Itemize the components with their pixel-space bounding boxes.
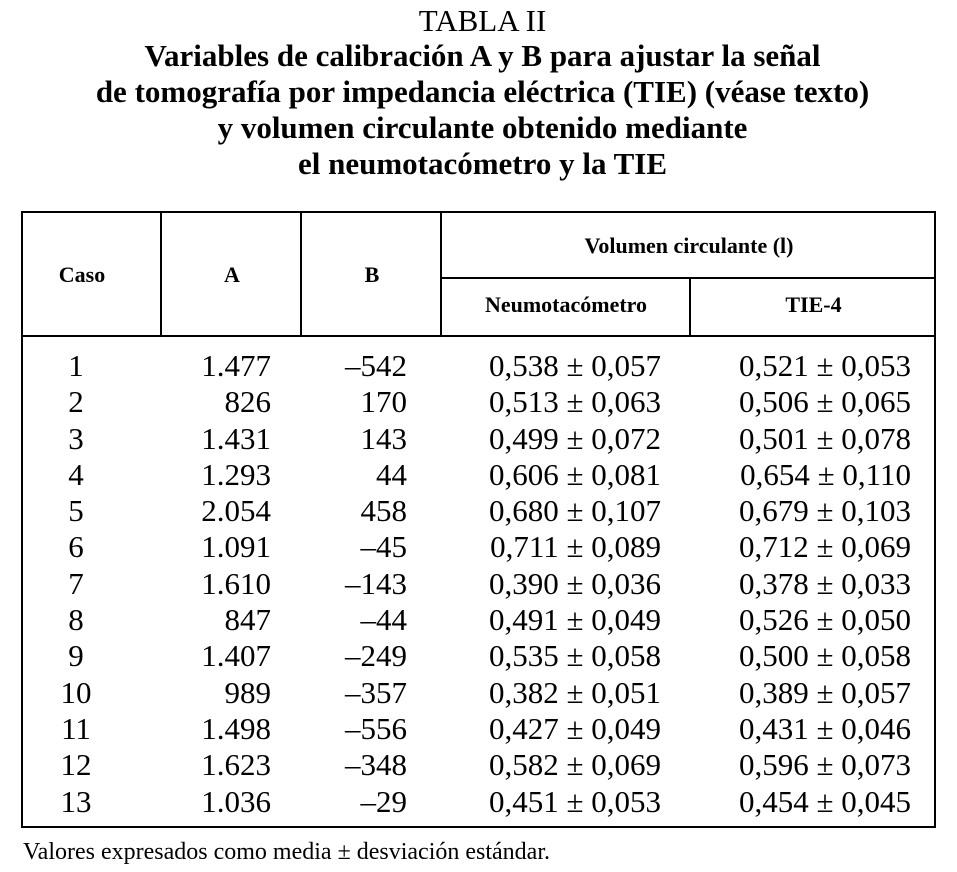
header-tie4: TIE-4 [785,292,842,317]
cell-caso: 12 [60,747,92,783]
cell-tie4: 0,521 ± 0,053 [738,348,911,383]
header-a: A [224,262,240,287]
table-row [21,784,936,820]
cell-caso: 5 [68,493,84,529]
cell-b: –45 [360,529,407,565]
cell-a: 989 [224,674,271,710]
cell-b: –357 [345,674,407,710]
cell-caso: 10 [60,674,92,710]
cell-tie4: 0,596 ± 0,073 [738,747,911,783]
table-title-block [0,4,957,182]
cell-a: 1.407 [201,638,271,674]
cell-a: 826 [224,384,271,420]
cell-tie4: 0,431 ± 0,046 [738,710,911,746]
cell-tie4: 0,389 ± 0,057 [738,674,911,710]
cell-b: 458 [360,493,407,529]
cell-a: 1.477 [201,348,271,383]
table-row [21,493,936,529]
table-number-label: TABLA II [418,3,547,38]
cell-a: 1.293 [201,456,271,492]
cell-caso: 8 [68,602,84,638]
table-caption-line: y volumen circulante obtenido mediante [217,110,748,145]
cell-caso: 1 [68,348,84,383]
cell-neumotacometro: 0,535 ± 0,058 [488,638,661,674]
cell-tie4: 0,454 ± 0,045 [738,783,911,819]
cell-tie4: 0,506 ± 0,065 [738,384,911,420]
cell-a: 847 [224,602,271,638]
cell-neumotacometro: 0,582 ± 0,069 [488,747,661,783]
header-neumotacometro: Neumotacómetro [484,292,648,317]
cell-caso: 6 [68,529,84,565]
table-row [21,348,936,384]
cell-neumotacometro: 0,499 ± 0,072 [488,420,661,456]
cell-tie4: 0,526 ± 0,050 [738,602,911,638]
table-row [21,638,936,674]
cell-b: 44 [376,456,407,492]
cell-neumotacometro: 0,382 ± 0,051 [488,674,661,710]
table-row [21,747,936,783]
cell-neumotacometro: 0,711 ± 0,089 [490,529,661,565]
cell-b: –542 [345,348,407,383]
cell-tie4: 0,500 ± 0,058 [738,638,911,674]
cell-b: –249 [345,638,407,674]
cell-neumotacometro: 0,538 ± 0,057 [488,348,661,383]
header-divider [441,277,936,279]
cell-b: 170 [360,384,407,420]
cell-tie4: 0,712 ± 0,069 [738,529,911,565]
table-caption-line: de tomografía por impedancia eléctrica (TIE) (véase texto) [95,74,870,109]
table-body [21,348,936,820]
table-caption-line: Variables de calibración A y B para ajustar la señal [144,38,821,73]
cell-caso: 9 [68,638,84,674]
cell-a: 1.431 [201,420,271,456]
cell-neumotacometro: 0,427 ± 0,049 [488,710,661,746]
cell-b: –143 [345,565,407,601]
cell-a: 1.091 [201,529,271,565]
cell-neumotacometro: 0,513 ± 0,063 [488,384,661,420]
cell-neumotacometro: 0,451 ± 0,053 [488,783,661,819]
cell-caso: 4 [68,456,84,492]
cell-caso: 13 [60,783,92,819]
cell-a: 2.054 [201,493,271,529]
header-bottom-rule [21,335,936,337]
table-row [21,566,936,602]
cell-caso: 7 [68,565,84,601]
cell-tie4: 0,378 ± 0,033 [738,565,911,601]
cell-b: –44 [360,602,407,638]
cell-b: –556 [345,710,407,746]
table-row [21,529,936,565]
cell-b: –348 [345,747,407,783]
cell-tie4: 0,679 ± 0,103 [738,493,911,529]
cell-caso: 3 [68,420,84,456]
cell-b: 143 [360,420,407,456]
table-row [21,457,936,493]
header-caso: Caso [58,262,106,287]
cell-a: 1.498 [201,710,271,746]
table-row [21,384,936,420]
table-footnote: Valores expresados como media ± desviación estándar. [23,839,551,865]
cell-tie4: 0,654 ± 0,110 [740,456,911,492]
table-caption-line: el neumotacómetro y la TIE [297,146,668,181]
cell-neumotacometro: 0,491 ± 0,049 [488,602,661,638]
cell-b: –29 [360,783,407,819]
cell-neumotacometro: 0,390 ± 0,036 [488,565,661,601]
table-row [21,675,936,711]
header-b: B [364,262,380,287]
cell-neumotacometro: 0,606 ± 0,081 [488,456,661,492]
header-volumen-circulante: Volumen circulante (l) [584,233,794,258]
table-row [21,602,936,638]
cell-a: 1.623 [201,747,271,783]
cell-a: 1.610 [201,565,271,601]
cell-neumotacometro: 0,680 ± 0,107 [488,493,661,529]
cell-tie4: 0,501 ± 0,078 [738,420,911,456]
cell-caso: 2 [68,384,84,420]
table-row [21,421,936,457]
cell-a: 1.036 [201,783,271,819]
cell-caso: 11 [61,710,91,746]
table-row [21,711,936,747]
